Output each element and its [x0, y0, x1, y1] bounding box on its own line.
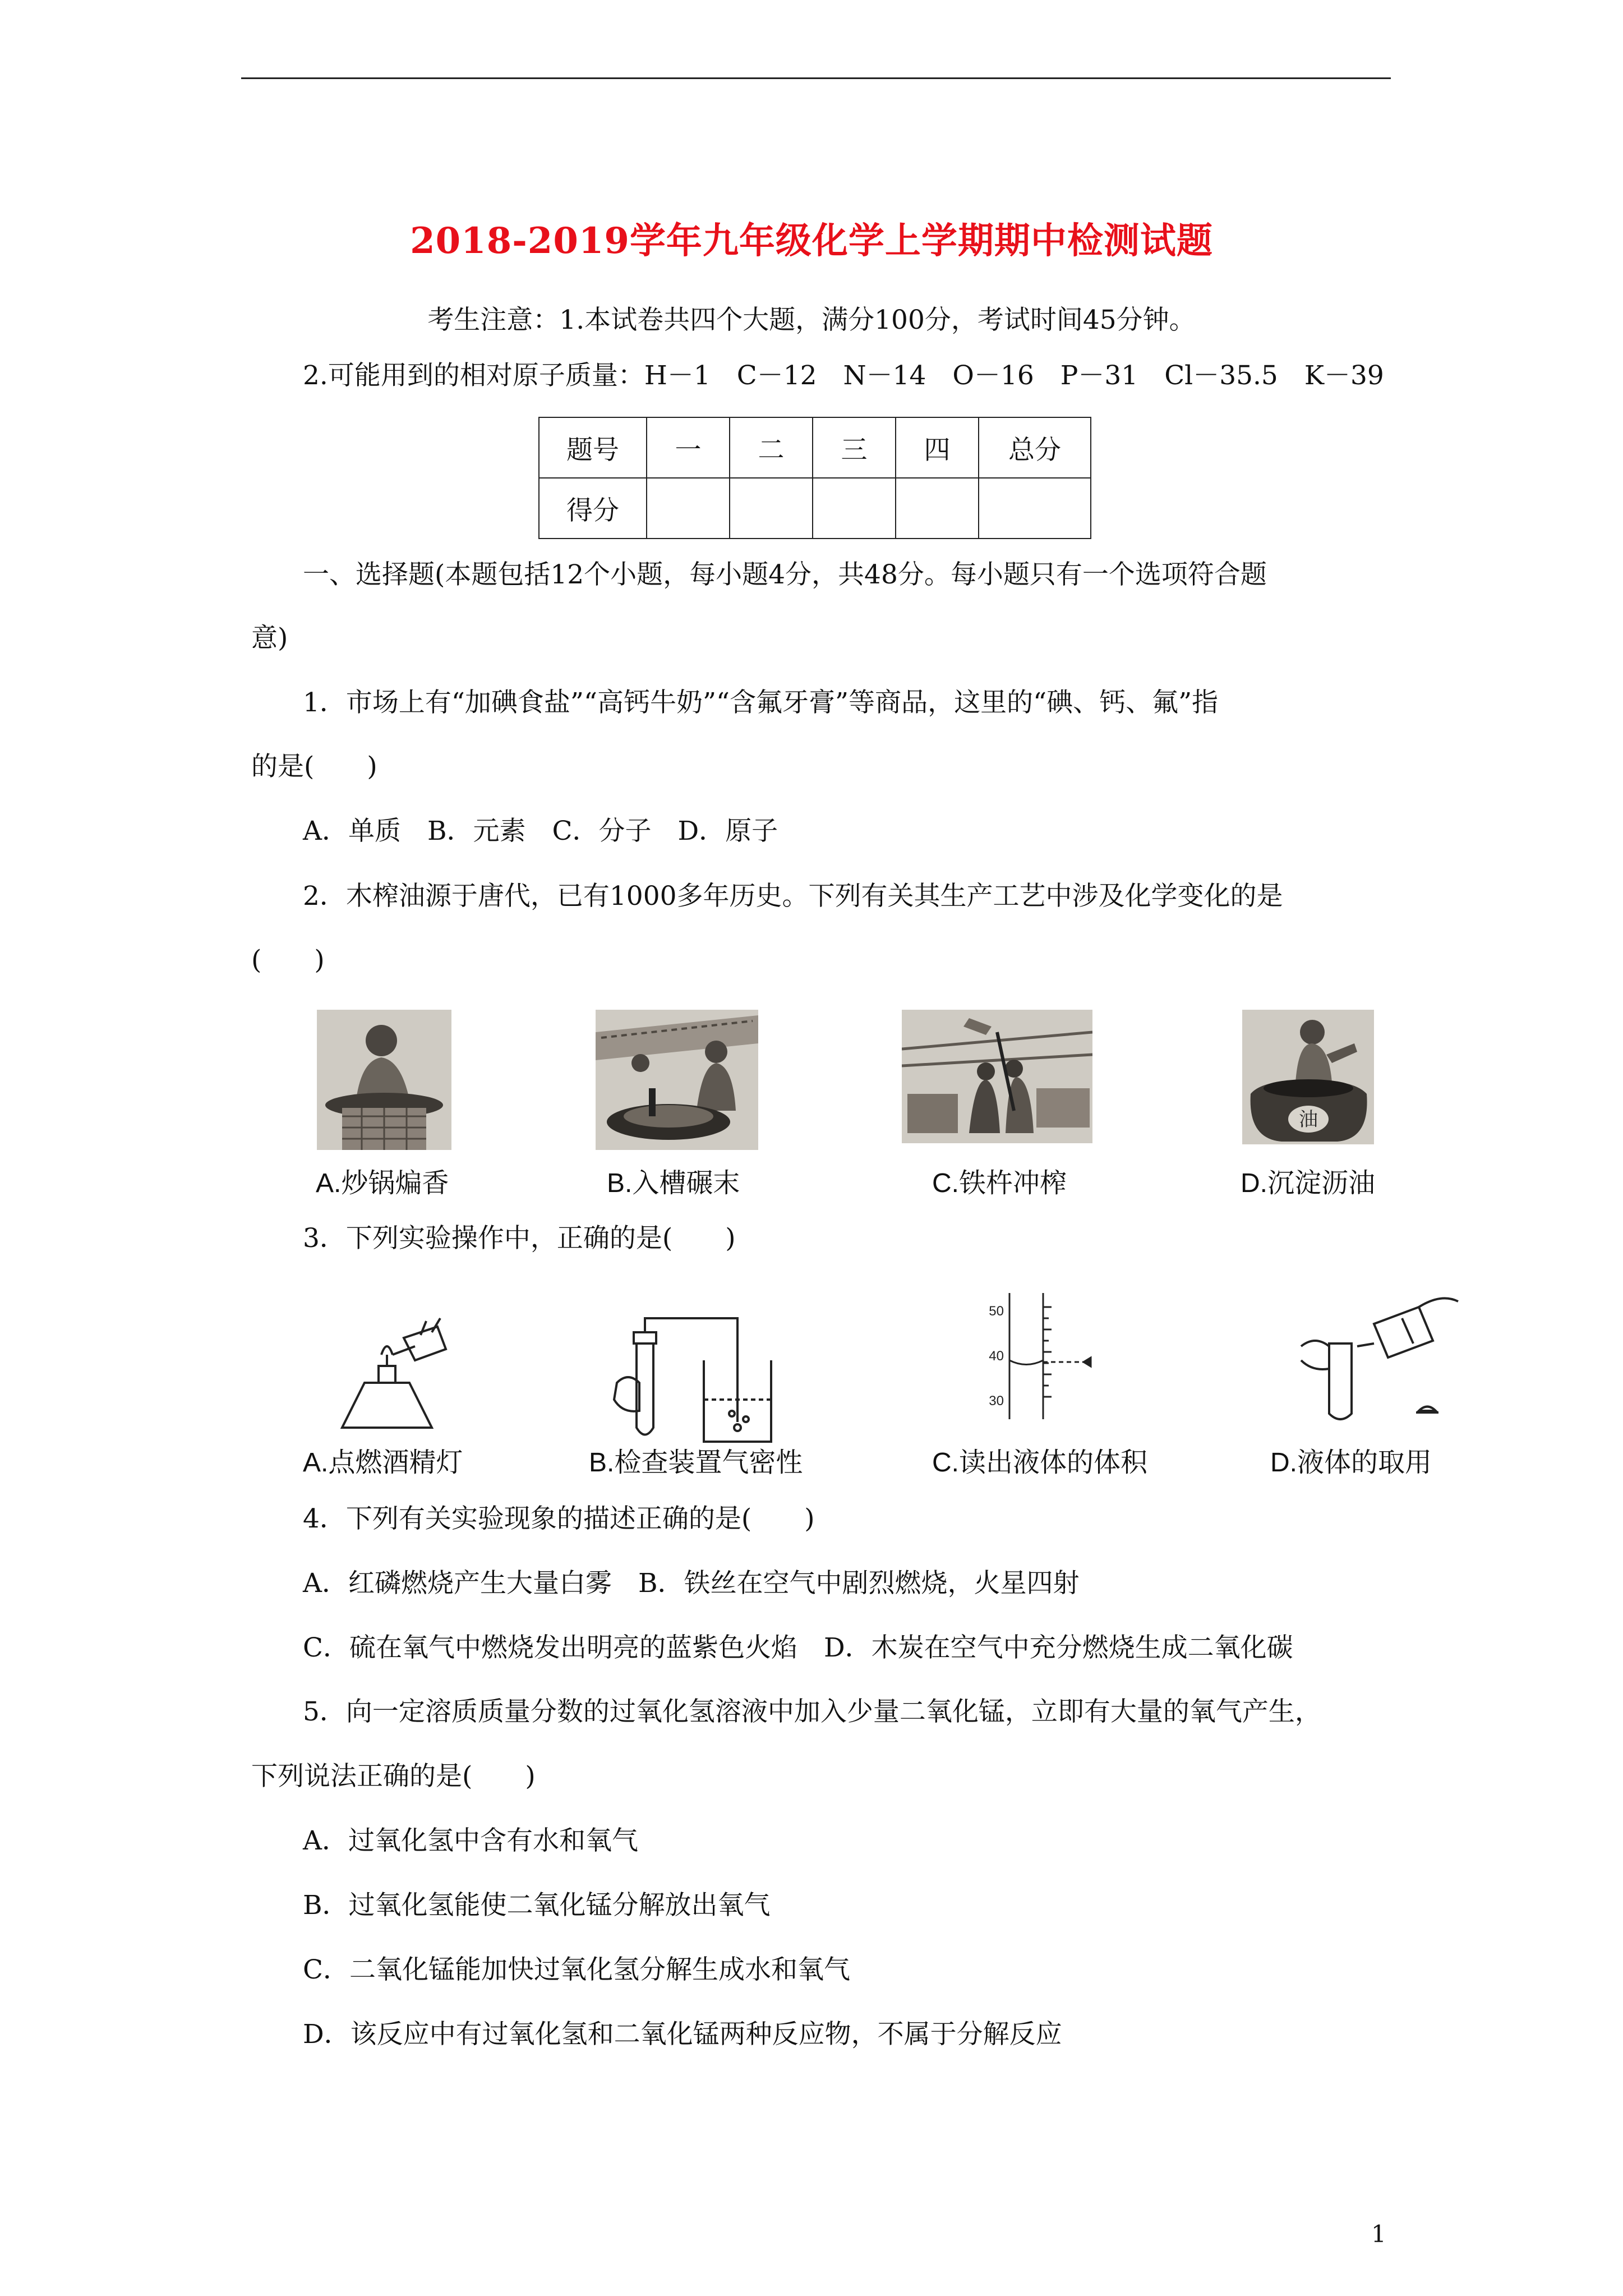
question-4-options-1: A．红磷燃烧产生大量白雾 B．铁丝在空气中剧烈燃烧，火星四射: [303, 1568, 1080, 1599]
tick-label: 50: [989, 1304, 1004, 1319]
question-4-stem: 4．下列有关实验现象的描述正确的是( ): [303, 1503, 815, 1534]
question-2-stem: 2．木榨油源于唐代，已有1000多年历史。下列有关其生产工艺中涉及化学变化的是: [303, 881, 1283, 912]
caption-2a: A.炒锅煸香: [316, 1168, 449, 1198]
score-table: [538, 417, 1091, 539]
question-5-option-b: B．过氧化氢能使二氧化锰分解放出氧气: [303, 1890, 771, 1921]
score-table-header: 总分: [979, 417, 1091, 478]
drawing-lighting-alcohol-lamp: [325, 1315, 454, 1430]
question-4-options-2: C．硫在氧气中燃烧发出明亮的蓝紫色火焰 D．木炭在空气中充分燃烧生成二氧化碳: [303, 1632, 1293, 1663]
tick-label: 30: [989, 1393, 1004, 1409]
caption-2b: B.入槽碾末: [607, 1168, 740, 1198]
caption-3c: C.读出液体的体积: [932, 1448, 1148, 1478]
question-5-stem-cont: 下列说法正确的是( ): [251, 1761, 536, 1792]
question-1-stem-cont: 的是( ): [251, 751, 377, 782]
drawing-airtightness-check: [606, 1315, 774, 1444]
tick-label: 40: [989, 1349, 1004, 1364]
question-1-stem: 1．市场上有“加碘食盐”“高钙牛奶”“含氟牙膏”等商品，这里的“碘、钙、氟”指: [303, 687, 1219, 718]
image-iron-pestle-pressing: [902, 1010, 1092, 1143]
image-stir-fry-wok: [317, 1010, 451, 1150]
score-table-header: 题号: [539, 417, 647, 478]
atomic-mass-note: 2.可能用到的相对原子质量：H－1 C－12 N－14 O－16 P－31 Cl－35.5 K－39: [303, 360, 1384, 391]
score-table-header-row: [539, 417, 1091, 478]
caption-3b: B.检查装置气密性: [589, 1448, 803, 1478]
drawing-graduated-cylinder: [981, 1290, 1094, 1419]
image-grinding-trough: [596, 1010, 758, 1150]
question-2-stem-cont: ( ): [251, 945, 325, 976]
score-cell[interactable]: [813, 478, 896, 539]
score-cell[interactable]: [647, 478, 730, 539]
question-5-option-c: C．二氧化锰能加快过氧化氢分解生成水和氧气: [303, 1954, 850, 1985]
question-5-stem: 5．向一定溶质质量分数的过氧化氢溶液中加入少量二氧化锰，立即有大量的氧气产生，: [303, 1696, 1321, 1727]
score-cell[interactable]: [979, 478, 1091, 539]
score-table-header: 三: [813, 417, 896, 478]
jar-label: 油: [1299, 1108, 1318, 1131]
score-table-header: 二: [730, 417, 813, 478]
score-cell[interactable]: [896, 478, 979, 539]
score-cell[interactable]: [730, 478, 813, 539]
caption-3d: D.液体的取用: [1270, 1448, 1432, 1478]
section-heading: 一、选择题(本题包括12个小题，每小题4分，共48分。每小题只有一个选项符合题: [303, 559, 1267, 590]
score-table-header: 一: [647, 417, 730, 478]
header-rule: [241, 77, 1391, 79]
score-table-header: 四: [896, 417, 979, 478]
drawing-pouring-liquid: [1290, 1290, 1461, 1425]
score-table-score-row: [539, 478, 1091, 539]
caption-2c: C.铁杵冲榨: [932, 1168, 1067, 1198]
question-5-option-d: D．该反应中有过氧化氢和二氧化锰两种反应物，不属于分解反应: [303, 2019, 1062, 2050]
question-1-options: A．单质 B．元素 C．分子 D．原子: [303, 816, 778, 846]
caption-2d: D.沉淀沥油: [1241, 1168, 1376, 1198]
caption-3a: A.点燃酒精灯: [303, 1448, 463, 1478]
page-title: 2018-2019学年九年级化学上学期期中检测试题: [410, 220, 1213, 262]
question-3-stem: 3．下列实验操作中，正确的是( ): [303, 1223, 736, 1254]
score-row-label: 得分: [539, 478, 647, 539]
exam-notice: 考生注意：1.本试卷共四个大题，满分100分，考试时间45分钟。: [427, 305, 1196, 335]
section-heading-cont: 意): [251, 623, 288, 654]
page-number: 1: [1371, 2220, 1386, 2248]
image-oil-settling-jar: [1242, 1010, 1374, 1144]
question-5-option-a: A．过氧化氢中含有水和氧气: [303, 1825, 638, 1856]
